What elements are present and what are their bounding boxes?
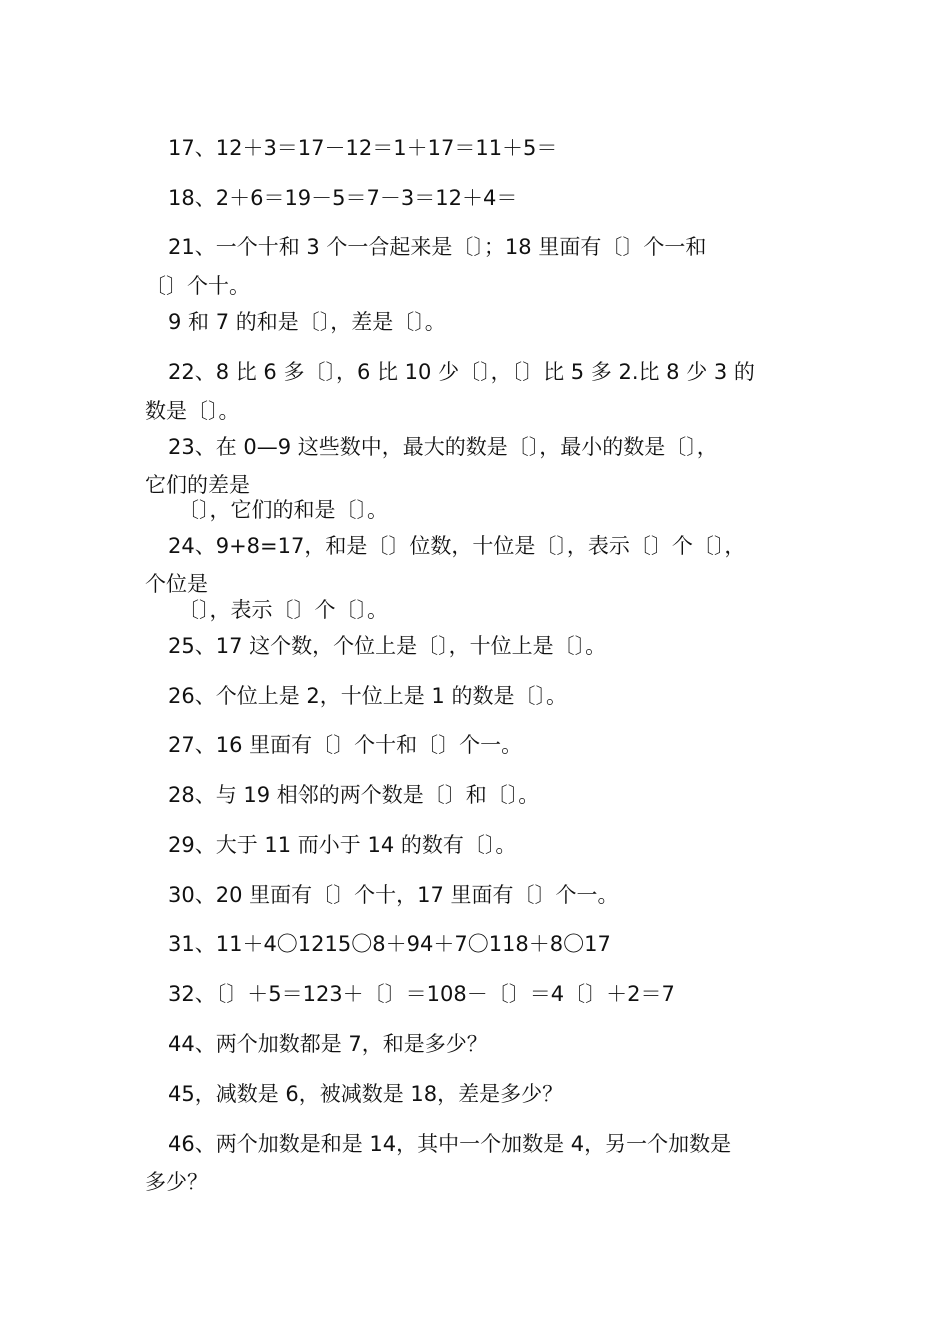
problem-21-continued: 〔〕个十。 — [145, 274, 250, 298]
problem-30: 30、20 里面有〔〕个十，17 里面有〔〕个一。 — [168, 883, 619, 907]
problem-23-continued: 它们的差是 — [145, 473, 250, 497]
problem-46-continued: 多少？ — [145, 1170, 208, 1194]
problem-31: 31、11＋4〇1215〇8＋94＋7〇118＋8〇17 — [168, 932, 611, 956]
problem-28: 28、与 19 相邻的两个数是〔〕和〔〕。 — [168, 783, 540, 807]
problem-17: 17、12＋3＝17－12＝1＋17＝11＋5＝ — [168, 136, 558, 160]
problem-18: 18、2＋6＝19－5＝7－3＝12＋4＝ — [168, 186, 518, 210]
problem-32: 32、〔〕＋5＝123＋〔〕＝108－〔〕＝4〔〕＋2＝7 — [168, 982, 675, 1006]
problem-24-continued: 个位是 — [145, 572, 208, 596]
problem-27: 27、16 里面有〔〕个十和〔〕个一。 — [168, 733, 523, 757]
problem-23-continued-2: 〔〕，它们的和是〔〕。 — [178, 498, 388, 522]
problem-44: 44、两个加数都是 7，和是多少？ — [168, 1032, 488, 1056]
problem-24: 24、9+8=17，和是〔〕位数，十位是〔〕，表示〔〕个〔〕， — [168, 534, 746, 558]
problem-21: 21、一个十和 3 个一合起来是〔〕；18 里面有〔〕个一和 — [168, 235, 707, 259]
problem-22-continued: 数是〔〕。 — [145, 399, 240, 423]
problem-23: 23、在 0—9 这些数中，最大的数是〔〕，最小的数是〔〕， — [168, 435, 718, 459]
problem-21-part-2: 9 和 7 的和是〔〕，差是〔〕。 — [168, 310, 446, 334]
problem-22: 22、8 比 6 多〔〕，6 比 10 少〔〕，〔〕比 5 多 2.比 8 少 3 的 — [168, 360, 755, 384]
problem-29: 29、大于 11 而小于 14 的数有〔〕。 — [168, 833, 517, 857]
problem-26: 26、个位上是 2，十位上是 1 的数是〔〕。 — [168, 684, 567, 708]
problem-45: 45，减数是 6，被减数是 18，差是多少？ — [168, 1082, 564, 1106]
problem-46: 46、两个加数是和是 14，其中一个加数是 4，另一个加数是 — [168, 1132, 732, 1156]
problem-25: 25、17 这个数，个位上是〔〕，十位上是〔〕。 — [168, 634, 607, 658]
problem-24-continued-2: 〔〕，表示〔〕个〔〕。 — [178, 598, 388, 622]
